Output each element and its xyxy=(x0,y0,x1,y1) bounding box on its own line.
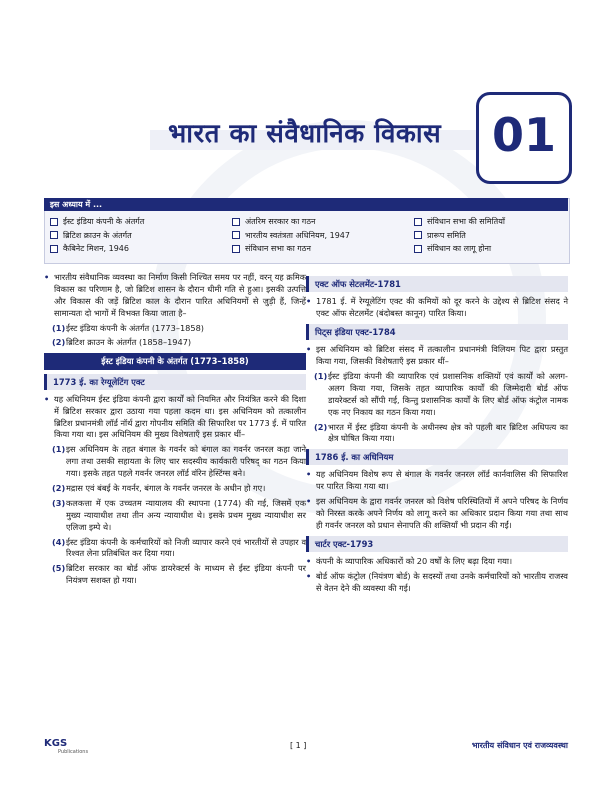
checkbox-icon xyxy=(232,231,240,239)
paragraph: • बोर्ड ऑफ कंट्रोल (नियंत्रण बोर्ड) के सदस्यों तथा उनके कर्मचारियों को भारतीय राजस्व से वेतन देने की व्यवस्था की गई। xyxy=(306,571,568,595)
subsection-heading: चार्टर एक्ट-1793 xyxy=(306,536,568,552)
checkbox-icon xyxy=(414,231,422,239)
subsection-heading: पिट्स इंडिया एक्ट-1784 xyxy=(306,324,568,340)
subsection-heading: एक्ट ऑफ सेटलमेंट-1781 xyxy=(306,276,568,292)
checkbox-icon xyxy=(50,245,58,253)
feature-item: (5) ब्रिटिश सरकार का बोर्ड ऑफ डायरेक्टर्स के माध्यम से ईस्ट इंडिया कंपनी पर नियंत्रण सशक्त हो गया। xyxy=(52,563,306,586)
toc-item: प्रारूप समिति xyxy=(414,230,566,242)
toc-item: संविधान सभा की समितियाँ xyxy=(414,216,566,228)
publisher-logo xyxy=(44,735,89,757)
toc-item: अंतरिम सरकार का गठन xyxy=(232,216,414,228)
book-title: भारतीय संविधान एवं राजव्यवस्था xyxy=(471,741,568,750)
toc-item: ईस्ट इंडिया कंपनी के अंतर्गत xyxy=(50,216,232,228)
toc-item: ब्रिटिश क्राउन के अंतर्गत xyxy=(50,230,232,242)
intro-paragraph: • भारतीय संवैधानिक व्यवस्था का निर्माण किसी निश्चित समय पर नहीं, वरन् यह क्रमिक विकास का परिणाम है, जो ब्रिटिश शासन के दौरान धीमी गति से हुआ। इसकी उत्पत्ति और विकास की जड़ें ब्रिटिश काल के दौरान पारित अधिनियमों से जुड़ी हैं, जिन्हें सामान्यतः दो भागों में विभक्त किया जाता है– xyxy=(44,272,306,320)
paragraph: • 1781 ई. में रेग्यूलेटिंग एक्ट की कमियों को दूर करने के उद्देश्य से ब्रिटिश संसद ने एक्ट ऑफ सेटलमेंट (बंदोबस्त कानून) पारित किया। xyxy=(306,296,568,320)
feature-item: (1) इस अधिनियम के तहत बंगाल के गवर्नर को बंगाल का गवर्नर जनरल कहा जाने लगा तथा उसकी सहायता के लिए चार सदस्यीय कार्यकारी परिषद् का गठन किया गया। इसके तहत पहले गवर्नर जनरल लॉर्ड वॉरेन हेस्टिंग्स बने। xyxy=(52,444,306,479)
chapter-contents-list xyxy=(50,216,566,255)
page-title: भारत का संवैधानिक विकास xyxy=(168,119,442,149)
feature-item: (4) ईस्ट इंडिया कंपनी के कर्मचारियों को निजी व्यापार करने एवं भारतीयों से उपहार व रिश्वत लेना प्रतिबंधित कर दिया गया। xyxy=(52,536,306,559)
left-column xyxy=(44,272,306,590)
checkbox-icon xyxy=(50,231,58,239)
feature-item: (2) मद्रास एवं बंबई के गवर्नर, बंगाल के गवर्नर जनरल के अधीन हो गए। xyxy=(52,482,266,493)
checkbox-icon xyxy=(414,218,422,226)
chapter-contents-header xyxy=(44,198,568,211)
logo-subtext: Publications xyxy=(58,749,89,755)
subsection-intro: • यह अधिनियम ईस्ट इंडिया कंपनी द्वारा कार्यों को नियमित और नियंत्रित करने की दिशा में ब्रिटिश सरकार द्वारा उठाया गया पहला कदम था। इस अधिनियम को तत्कालीन ब्रिटिश प्रधानमंत्री लॉर्ड नॉर्थ द्वारा गोपनीय समिति की सिफारिश पर 1773 ई. में पारित किया गया था। इस अधिनियम की मुख्य विशेषताएँ इस प्रकार थीं– xyxy=(44,394,306,442)
logo-text: KGS xyxy=(44,738,68,749)
toc-item: संविधान सभा का गठन xyxy=(232,243,414,255)
subsection-heading: 1786 ई. का अधिनियम xyxy=(306,449,568,465)
feature-item: (3) कलकत्ता में एक उच्चतम न्यायालय की स्थापना (1774) की गई, जिसमें एक मुख्य न्यायाधीश तथा तीन अन्य न्यायाधीश थे। इसके प्रथम मुख्य न्यायाधीश सर एलिजा इम्पे थे। xyxy=(52,497,306,532)
chapter-contents-heading: इस अध्याय में ... xyxy=(50,200,103,209)
feature-item: (2) भारत में ईस्ट इंडिया कंपनी के अधीनस्थ क्षेत्र को पहली बार ब्रिटिश अधिपत्य का क्षेत्र घोषित किया गया। xyxy=(314,421,568,444)
section-heading: ईस्ट इंडिया कंपनी के अंतर्गत (1773–1858) xyxy=(44,353,306,369)
paragraph: • यह अधिनियम विशेष रूप से बंगाल के गवर्नर जनरल लॉर्ड कार्नवालिस की सिफारिश पर पारित किया गया था। xyxy=(306,469,568,493)
toc-item: भारतीय स्वतंत्रता अधिनियम, 1947 xyxy=(232,230,414,242)
paragraph: • कंपनी के व्यापारिक अधिकारों को 20 वर्षों के लिए बढ़ा दिया गया। xyxy=(306,556,568,568)
checkbox-icon xyxy=(232,218,240,226)
checkbox-icon xyxy=(232,245,240,253)
paragraph: • इस अधिनियम के द्वारा गवर्नर जनरल को विशेष परिस्थितियों में अपने परिषद के निर्णय को निरस्त करके अपने निर्णय को लागू करने का अधिकार प्रदान किया गया तथा साथ ही गवर्नर जनरल को प्रधान सेनापति की शक्तियाँ भी प्रदान की गईं। xyxy=(306,496,568,532)
right-column xyxy=(306,272,568,598)
feature-item: (1) ईस्ट इंडिया कंपनी की व्यापारिक एवं प्रशासनिक शक्तियों एवं कार्यों को अलग-अलग किया गया, जिसके तहत व्यापारिक कार्यों की जिम्मेदारी बोर्ड ऑफ डायरेक्टर्स को सौंपी गई, किन्तु प्रशासनिक कार्यों के लिए बोर्ड ऑफ कंट्रोल नामक एक नए निकाय का गठन किया गया। xyxy=(314,370,568,417)
toc-item: संविधान का लागू होना xyxy=(414,243,566,255)
checkbox-icon xyxy=(50,218,58,226)
phase-item: (1) ईस्ट इंडिया कंपनी के अंतर्गत (1773–1858) xyxy=(52,322,204,333)
toc-item: कैबिनेट मिशन, 1946 xyxy=(50,243,232,255)
phase-item: (2) ब्रिटिश क्राउन के अंतर्गत (1858–1947) xyxy=(52,337,192,348)
subsection-heading: 1773 ई. का रेग्यूलेटिंग एक्ट xyxy=(44,374,306,390)
page-number: [ 1 ] xyxy=(290,741,307,750)
checkbox-icon xyxy=(414,245,422,253)
paragraph: • इस अधिनियम को ब्रिटिश संसद में तत्कालीन प्रधानमंत्री विलियम पिट द्वारा प्रस्तुत किया गया, जिसकी विशेषताएँ इस प्रकार थीं– xyxy=(306,344,568,368)
chapter-number: 01 xyxy=(491,108,556,162)
